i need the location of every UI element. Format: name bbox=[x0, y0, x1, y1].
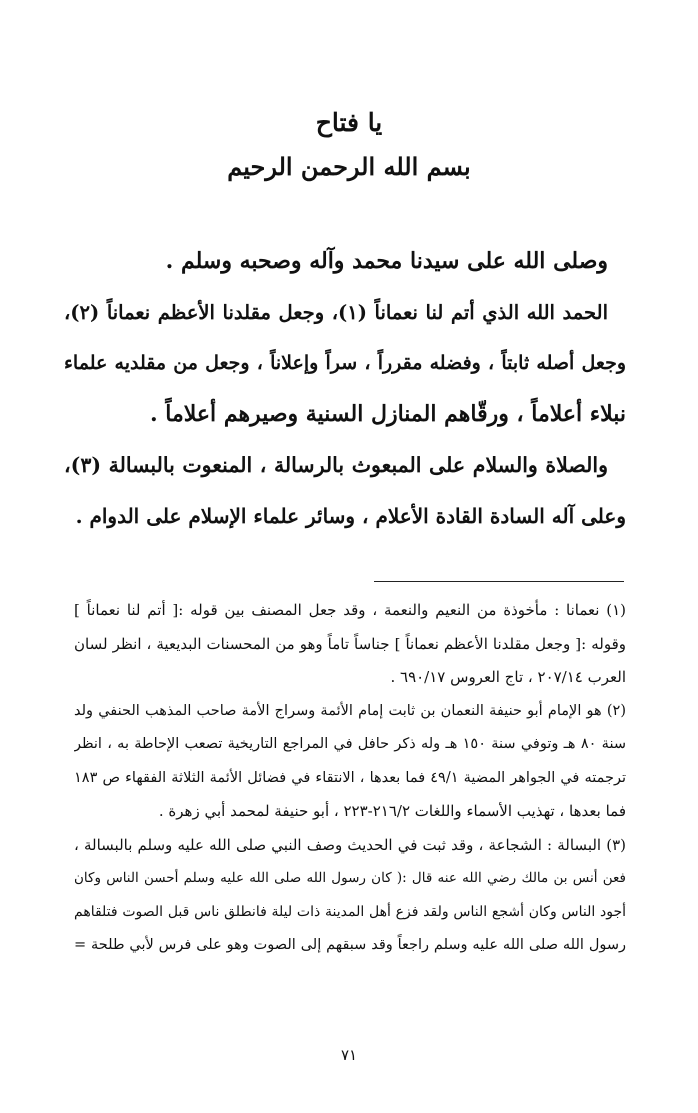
body-line: وجعل أصله ثابتاً ، وفضله مقرراً ، سراً وإعلاناً ، وجعل من مقلديه علماء bbox=[64, 352, 626, 374]
footnote-line: العرب ٢٠٧/١٤ ، تاج العروس ٦٩٠/١٧ . bbox=[390, 668, 626, 686]
footnote-line: (١) نعمانا : مأخوذة من النعيم والنعمة ، وقد جعل المصنف بين قوله :[ أتم لنا نعماناً ] bbox=[74, 601, 626, 619]
footnote-line: ترجمته في الجواهر المضية ٤٩/١ فما بعدها ، الانتقاء في فضائل الأئمة الثلاثة الفقهاء ص ١٨٣ bbox=[74, 769, 626, 786]
body-line: وصلى الله على سيدنا محمد وآله وصحبه وسلم . bbox=[165, 248, 608, 274]
footnote-line: فعن أنس بن مالك رضي الله عنه قال :( كان رسول الله صلى الله عليه وسلم أحسن الناس وكان bbox=[74, 870, 626, 886]
footnote-line: (٣) البسالة : الشجاعة ، وقد ثبت في الحديث وصف النبي صلى الله عليه وسلم بالبسالة ، bbox=[74, 835, 626, 854]
footnote-line: فما بعدها ، تهذيب الأسماء واللغات ٢١٦/٢-٢٢٣ ، أبو حنيفة لمحمد أبي زهرة . bbox=[158, 802, 626, 820]
body-line: والصلاة والسلام على المبعوث بالرسالة ، المنعوت بالبسالة (٣)، bbox=[64, 453, 608, 477]
footnotes bbox=[74, 594, 626, 963]
main-text bbox=[64, 236, 626, 542]
footnote-line: وقوله :[ وجعل مقلدنا الأعظم نعماناً ] جناساً تاماً وهو من المحسنات البديعية ، انظر لسان bbox=[74, 634, 626, 653]
footnote-line: (٢) هو الإمام أبو حنيفة النعمان بن ثابت إمام الأئمة وسراج الأمة صاحب المذهب الحنفي ولد bbox=[74, 702, 626, 719]
body-line: الحمد الله الذي أتم لنا نعماناً (١)، وجعل مقلدنا الأعظم نعماناً (٢)، bbox=[64, 301, 608, 324]
footnote-divider bbox=[374, 581, 624, 582]
body-line: نبلاء أعلاماً ، ورقّاهم المنازل السنية وصيرهم أعلاماً . bbox=[149, 401, 626, 427]
footnote-line: رسول الله صلى الله عليه وسلم راجعاً وقد سبقهم إلى الصوت وهو على فرس لأبي طلحة = bbox=[74, 937, 626, 953]
footnote-line: أجود الناس وكان أشجع الناس ولقد فزع أهل المدينة ذات ليلة فانطلق ناس قبل الصوت فتلقاهم bbox=[74, 903, 626, 920]
basmala-heading: بسم الله الرحمن الرحيم bbox=[227, 152, 471, 181]
invocation-heading: يا فتاح bbox=[315, 108, 383, 137]
footnote-line: سنة ٨٠ هـ وتوفي سنة ١٥٠ هـ وله ذكر حافل في المراجع التاريخية تصعب الإحاطة به ، انظر bbox=[74, 736, 626, 752]
body-line: وعلى آله السادة القادة الأعلام ، وسائر علماء الإسلام على الدوام . bbox=[75, 504, 626, 528]
page-number: ٧١ bbox=[340, 1046, 358, 1064]
